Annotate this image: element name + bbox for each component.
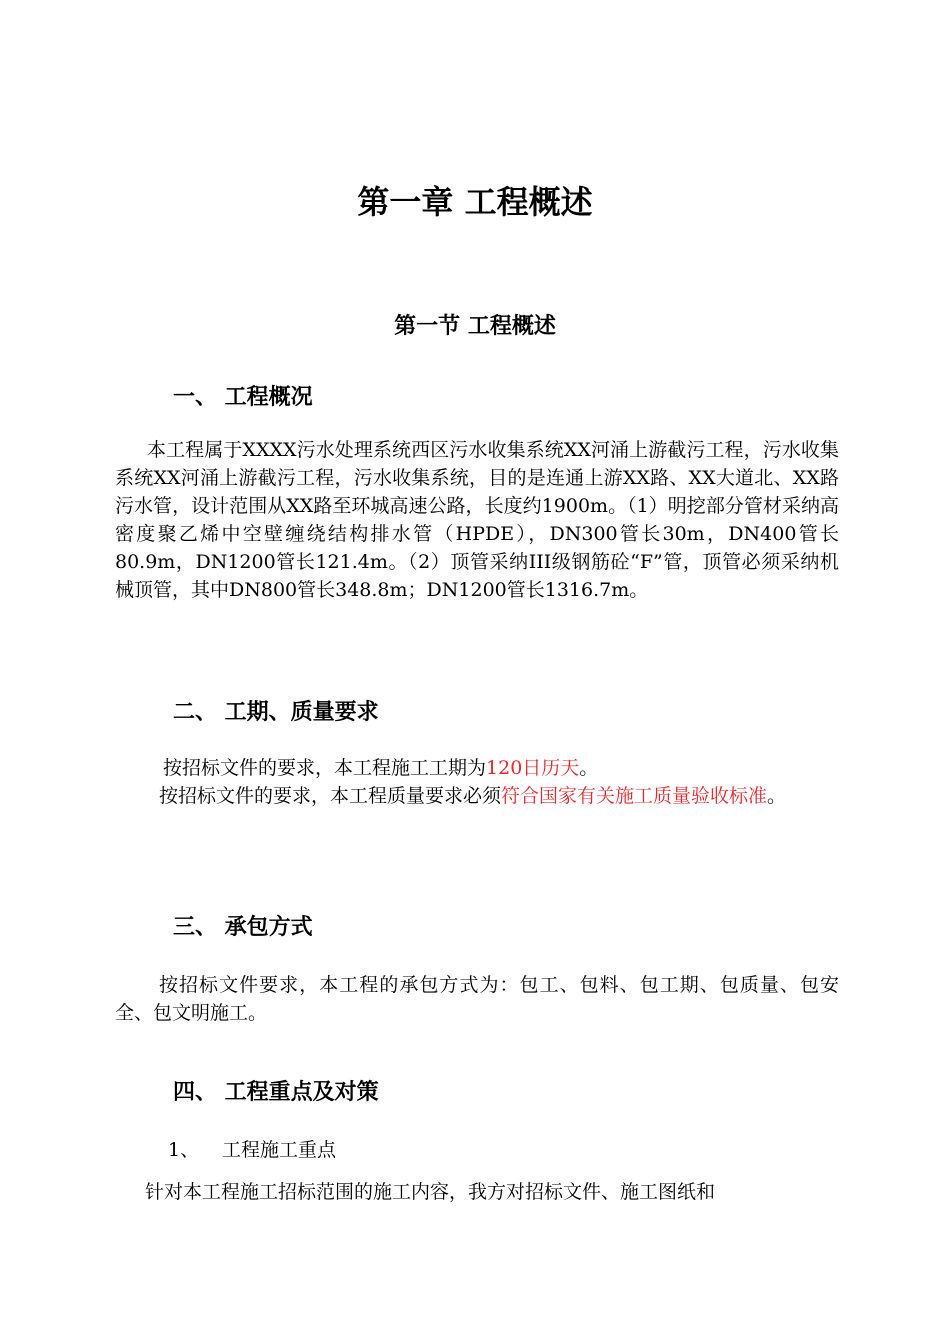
- quality-text: 按招标文件的要求，本工程质量要求必须: [159, 785, 502, 807]
- schedule-highlight: 120日历天: [486, 757, 580, 779]
- quality-end: 。: [767, 785, 787, 807]
- heading-schedule-quality: 二、 工期、质量要求: [173, 700, 379, 725]
- paragraph-key-points: 针对本工程施工招标范围的施工内容，我方对招标文件、施工图纸和: [145, 1181, 716, 1203]
- heading-contract-method: 三、 承包方式: [173, 915, 313, 940]
- sub-item-number: 1、: [168, 1139, 200, 1161]
- heading-project-overview: 一、 工程概况: [173, 385, 313, 410]
- paragraph-project-overview: 本工程属于XXXX污水处理系统西区污水收集系统XX河涌上游截污工程，污水收集系统XX河涌上游截污工程，污水收集系统，目的是连通上游XX路、XX大道北、XX路污水管，设计范围从XX路至环城高速公路，长度约1900m。（1）明挖部分管材采纳高密度聚乙烯中空壁缠绕结构排水管（HPDE），DN300管长30m，DN400管长80.9m，DN1200管长121.4m。（2）顶管采纳III级钢筋砼“F”管，顶管必须采纳机械顶管，其中DN800管长348.8m；DN1200管长1316.7m。: [115, 439, 839, 601]
- paragraph-contract-method: 按招标文件要求，本工程的承包方式为：包工、包料、包工期、包质量、包安全、包文明施工。: [115, 974, 839, 1024]
- heading-key-points: 四、 工程重点及对策: [173, 1080, 379, 1105]
- quality-highlight: 符合国家有关施工质量验收标准: [501, 785, 768, 807]
- section-title: 第一节 工程概述: [394, 314, 556, 339]
- paragraph-quality: [115, 782, 839, 810]
- schedule-end: 。: [579, 757, 599, 779]
- sub-item-text: 工程施工重点: [222, 1139, 337, 1161]
- sub-item-construction-key-points: [168, 1136, 336, 1164]
- schedule-text: 按招标文件的要求，本工程施工工期为: [163, 757, 487, 779]
- chapter-title: 第一章 工程概述: [357, 183, 593, 221]
- paragraph-schedule: [115, 754, 839, 782]
